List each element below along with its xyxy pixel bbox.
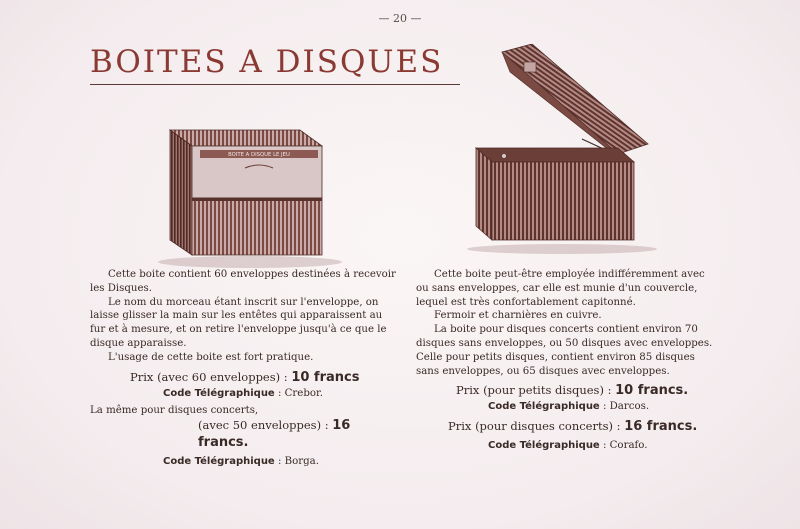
disc-box-open-lid-illustration [462, 44, 662, 254]
right-paragraph-1: Cette boite peut-être employée indifféremment avec ou sans enveloppes, car elle est munie d'un couvercle, lequel est très confortablement capitonné. [416, 269, 705, 308]
code-value: : Borga. [277, 456, 319, 468]
left-column [90, 268, 398, 469]
left-price-1 [130, 369, 398, 386]
right-paragraph-2: Fermoir et charnières en cuivre. [434, 310, 602, 322]
title-underline [90, 84, 460, 85]
price-label: Prix [448, 419, 472, 434]
right-code-2 [488, 438, 716, 453]
price-value: 10 francs. [615, 383, 689, 399]
right-price-2 [448, 418, 716, 435]
left-price-2 [198, 417, 398, 451]
left-code-2 [163, 454, 398, 469]
left-paragraph-4: La même pour disques concerts, [90, 404, 259, 416]
code-value: : Crebor. [277, 387, 323, 399]
page-number: — 20 — [378, 12, 422, 25]
price-value: 16 francs. [198, 418, 351, 451]
disc-box-with-envelopes-illustration [150, 120, 350, 270]
right-price-1 [456, 382, 716, 399]
price-value: 16 francs. [624, 419, 698, 435]
left-code-1 [163, 386, 398, 401]
price-condition: (avec 50 enveloppes) : [198, 418, 329, 433]
price-label: Prix [456, 383, 480, 398]
price-value: 10 francs [291, 369, 360, 385]
left-paragraph-3: L'usage de cette boite est fort pratique. [108, 351, 314, 363]
right-code-1 [488, 399, 716, 414]
code-label: Code Télégraphique [163, 456, 275, 468]
left-paragraph-1: Cette boite contient 60 enveloppes destinées à recevoir les Disques. [90, 269, 396, 294]
code-label: Code Télégraphique [488, 401, 600, 413]
right-column [416, 268, 716, 453]
code-value: : Darcos. [602, 401, 650, 413]
price-condition: (avec 60 enveloppes) : [157, 369, 288, 384]
price-condition: (pour disques concerts) : [475, 419, 621, 434]
bleed-through [360, 100, 420, 240]
price-label: Prix [130, 369, 154, 384]
price-condition: (pour petits disques) : [483, 383, 612, 398]
right-paragraph-3: La boite pour disques concerts contient environ 70 disques sans enveloppes, ou 50 disques avec enveloppes. Celle pour petits disques, contient environ 85 disques sans enveloppes, ou 65 disques avec enveloppes. [416, 324, 713, 377]
code-label: Code Télégraphique [488, 440, 600, 452]
left-paragraph-2: Le nom du morceau étant inscrit sur l'enveloppe, on laisse glisser la main sur les entêtes qui apparaissent au fur et à mesure, et on retire l'enveloppe jusqu'à ce que le disque apparaisse. [90, 296, 387, 349]
code-label: Code Télégraphique [163, 387, 275, 399]
box-label: BOITE A DISQUE LE JEU [228, 152, 290, 158]
code-value: : Corafo. [602, 440, 648, 452]
page-title: BOITES A DISQUES [90, 44, 444, 80]
